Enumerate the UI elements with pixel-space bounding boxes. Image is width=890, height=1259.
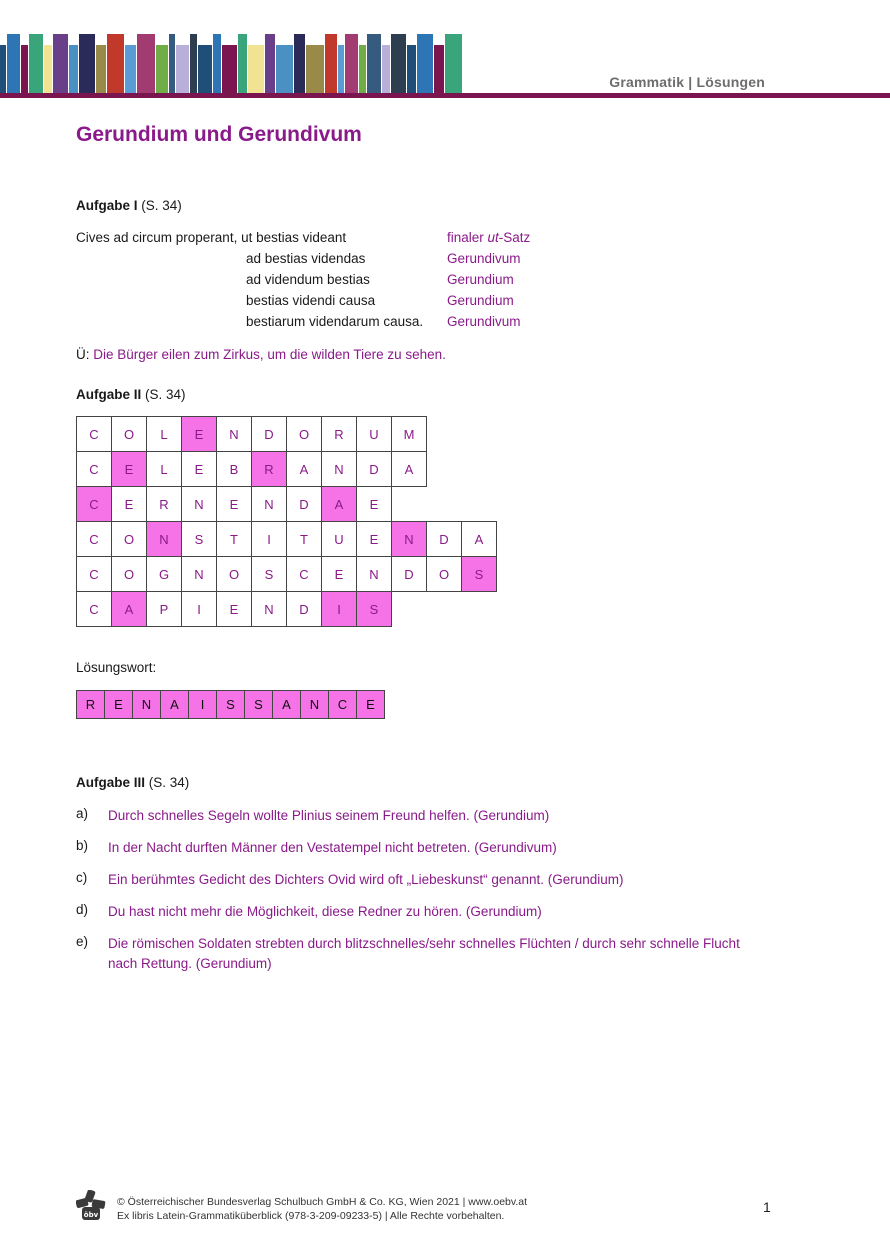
footer-line-2: Ex libris Latein-Grammatiküberblick (978-3-209-09233-5) | Alle Rechte vorbehalten. bbox=[117, 1210, 505, 1222]
grid-cell: U bbox=[321, 521, 357, 557]
books-illustration bbox=[0, 34, 462, 93]
grid-cell: G bbox=[146, 556, 182, 592]
book-spine bbox=[79, 34, 95, 93]
solution-cell: I bbox=[188, 690, 217, 719]
book-spine bbox=[417, 34, 433, 93]
solution-word bbox=[76, 690, 385, 719]
task1-latin-1: Cives ad circum properant, ut bestias videant bbox=[76, 230, 347, 245]
grid-cell-highlighted: S bbox=[461, 556, 497, 592]
book-spine bbox=[434, 45, 444, 93]
grid-cell-highlighted: E bbox=[181, 416, 217, 452]
grid-cell: B bbox=[216, 451, 252, 487]
grid-cell-highlighted: C bbox=[76, 486, 112, 522]
grid-cell: U bbox=[356, 416, 392, 452]
grid-cell: C bbox=[76, 451, 112, 487]
solution-cell: C bbox=[328, 690, 357, 719]
grid-cell: E bbox=[321, 556, 357, 592]
grid-cell: E bbox=[111, 486, 147, 522]
grid-cell: O bbox=[216, 556, 252, 592]
footer-copyright bbox=[117, 1195, 527, 1223]
book-spine bbox=[382, 45, 390, 93]
task1-form-3: Gerundium bbox=[447, 272, 514, 287]
grid-row bbox=[76, 416, 427, 452]
grid-cell: L bbox=[146, 451, 182, 487]
answer-text: Du hast nicht mehr die Möglichkeit, diese Redner zu hören. (Gerundium) bbox=[108, 904, 542, 919]
task1-latin-3: ad videndum bestias bbox=[246, 272, 370, 287]
solution-cell: S bbox=[216, 690, 245, 719]
answer-label: e) bbox=[76, 934, 89, 949]
book-spine bbox=[96, 45, 106, 93]
grid-cell: D bbox=[251, 416, 287, 452]
grid-cell-highlighted: R bbox=[251, 451, 287, 487]
grid-cell: N bbox=[321, 451, 357, 487]
solution-cell: E bbox=[104, 690, 133, 719]
task1-latin-2: ad bestias videndas bbox=[246, 251, 366, 266]
answer-text: Die römischen Soldaten strebten durch blitzschnelles/sehr schnelles Flüchten / durch sehr schnelle Flucht nach Rettung. (Gerundium) bbox=[108, 936, 740, 971]
book-spine bbox=[345, 34, 358, 93]
book-spine bbox=[445, 34, 462, 93]
book-spine bbox=[107, 34, 124, 93]
grid-cell: P bbox=[146, 591, 182, 627]
grid-cell: C bbox=[76, 521, 112, 557]
book-spine bbox=[222, 45, 237, 93]
task3-ref: (S. 34) bbox=[148, 775, 190, 790]
book-spine bbox=[338, 45, 344, 93]
grid-cell: O bbox=[111, 416, 147, 452]
task2-heading bbox=[76, 387, 186, 402]
grid-cell: A bbox=[286, 451, 322, 487]
grid-cell: C bbox=[286, 556, 322, 592]
logo-text: öbv bbox=[83, 1211, 99, 1219]
task1-ref: (S. 34) bbox=[141, 198, 182, 213]
solution-cell: E bbox=[356, 690, 385, 719]
grid-cell-highlighted: I bbox=[321, 591, 357, 627]
grid-cell: D bbox=[356, 451, 392, 487]
task1-latin-4: bestias videndi causa bbox=[246, 293, 376, 308]
solution-cell: A bbox=[160, 690, 189, 719]
book-spine bbox=[169, 34, 175, 93]
grid-cell-highlighted: E bbox=[111, 451, 147, 487]
answer-text: Durch schnelles Segeln wollte Plinius seinem Freund helfen. (Gerundium) bbox=[108, 808, 550, 823]
book-spine bbox=[265, 34, 275, 93]
task1-form-5: Gerundivum bbox=[447, 314, 521, 329]
task1-label: Aufgabe I bbox=[76, 198, 138, 213]
section-label: Grammatik | Lösungen bbox=[609, 74, 765, 90]
book-spine bbox=[0, 45, 6, 93]
book-spine bbox=[21, 45, 28, 93]
grid-cell: I bbox=[251, 521, 287, 557]
task2-label: Aufgabe II bbox=[76, 387, 142, 402]
grid-cell: C bbox=[76, 556, 112, 592]
grid-cell: E bbox=[181, 451, 217, 487]
solution-label: Lösungswort: bbox=[76, 660, 157, 675]
grid-cell: A bbox=[391, 451, 427, 487]
answer-text: Ein berühmtes Gedicht des Dichters Ovid wird oft „Liebeskunst“ genannt. (Gerundium) bbox=[108, 872, 624, 887]
grid-cell: D bbox=[286, 591, 322, 627]
page-number: 1 bbox=[763, 1199, 771, 1215]
book-spine bbox=[176, 45, 189, 93]
task2-ref: (S. 34) bbox=[145, 387, 186, 402]
answer-label: d) bbox=[76, 902, 89, 917]
book-spine bbox=[276, 45, 293, 93]
task1-heading bbox=[76, 198, 182, 213]
footer-line-1: © Österreichischer Bundesverlag Schulbuch GmbH & Co. KG, Wien 2021 | www.oebv.at bbox=[117, 1196, 528, 1208]
grid-row bbox=[76, 556, 497, 592]
book-spine bbox=[125, 45, 136, 93]
grid-cell: E bbox=[356, 521, 392, 557]
grid-cell: N bbox=[251, 591, 287, 627]
grid-cell: S bbox=[181, 521, 217, 557]
header-rule bbox=[0, 93, 890, 98]
grid-cell-highlighted: N bbox=[146, 521, 182, 557]
grid-cell: T bbox=[216, 521, 252, 557]
grid-row bbox=[76, 591, 392, 627]
grid-cell: E bbox=[216, 591, 252, 627]
book-spine bbox=[306, 45, 324, 93]
task3-label: Aufgabe III bbox=[76, 775, 146, 790]
grid-row bbox=[76, 521, 497, 557]
book-spine bbox=[248, 45, 264, 93]
grid-cell: N bbox=[181, 556, 217, 592]
grid-cell: C bbox=[76, 591, 112, 627]
book-spine bbox=[359, 45, 366, 93]
book-spine bbox=[294, 34, 305, 93]
grid-cell: O bbox=[426, 556, 462, 592]
grid-cell: N bbox=[216, 416, 252, 452]
task1-latin-5: bestiarum videndarum causa. bbox=[246, 314, 424, 329]
grid-cell: O bbox=[111, 556, 147, 592]
answer-label: b) bbox=[76, 838, 89, 853]
grid-cell: S bbox=[251, 556, 287, 592]
book-spine bbox=[69, 45, 78, 93]
book-spine bbox=[7, 34, 20, 93]
grid-cell: E bbox=[356, 486, 392, 522]
task1-form-2: Gerundivum bbox=[447, 251, 521, 266]
grid-cell-highlighted: S bbox=[356, 591, 392, 627]
grid-cell: O bbox=[111, 521, 147, 557]
page-title: Gerundium und Gerundivum bbox=[76, 123, 362, 146]
task3-heading bbox=[76, 775, 189, 790]
book-spine bbox=[391, 34, 406, 93]
task1-form-4: Gerundium bbox=[447, 293, 514, 308]
grid-cell: R bbox=[146, 486, 182, 522]
solution-cell: A bbox=[272, 690, 301, 719]
book-spine bbox=[325, 34, 337, 93]
grid-cell: D bbox=[426, 521, 462, 557]
book-spine bbox=[53, 34, 68, 93]
grid-cell-highlighted: A bbox=[321, 486, 357, 522]
grid-cell: D bbox=[286, 486, 322, 522]
book-spine bbox=[407, 45, 416, 93]
grid-cell: A bbox=[461, 521, 497, 557]
answer-label: a) bbox=[76, 806, 89, 821]
grid-cell: T bbox=[286, 521, 322, 557]
grid-cell-highlighted: N bbox=[391, 521, 427, 557]
book-spine bbox=[213, 34, 221, 93]
grid-row bbox=[76, 486, 392, 522]
book-spine bbox=[198, 45, 212, 93]
book-spine bbox=[238, 34, 247, 93]
book-spine bbox=[367, 34, 381, 93]
solution-cell: N bbox=[300, 690, 329, 719]
grid-cell: O bbox=[286, 416, 322, 452]
grid-cell: N bbox=[181, 486, 217, 522]
grid-cell: R bbox=[321, 416, 357, 452]
grid-cell-highlighted: A bbox=[111, 591, 147, 627]
task1-form-1: finaler ut-Satz bbox=[447, 230, 531, 245]
grid-cell: N bbox=[356, 556, 392, 592]
book-spine bbox=[137, 34, 155, 93]
solution-cell: N bbox=[132, 690, 161, 719]
task1-translation: Ü: Die Bürger eilen zum Zirkus, um die wilden Tiere zu sehen. bbox=[76, 347, 446, 362]
grid-cell: D bbox=[391, 556, 427, 592]
book-spine bbox=[190, 34, 197, 93]
grid-cell: L bbox=[146, 416, 182, 452]
answer-label: c) bbox=[76, 870, 88, 885]
solution-cell: S bbox=[244, 690, 273, 719]
grid-row bbox=[76, 451, 427, 487]
grid-cell: M bbox=[391, 416, 427, 452]
book-spine bbox=[29, 34, 43, 93]
grid-cell: I bbox=[181, 591, 217, 627]
book-spine bbox=[156, 45, 168, 93]
grid-cell: C bbox=[76, 416, 112, 452]
book-spine bbox=[44, 45, 52, 93]
solution-cell: R bbox=[76, 690, 105, 719]
grid-cell: N bbox=[251, 486, 287, 522]
oebv-logo-icon bbox=[76, 1190, 106, 1222]
answer-text: In der Nacht durften Männer den Vestatempel nicht betreten. (Gerundivum) bbox=[108, 840, 557, 855]
grid-cell: E bbox=[216, 486, 252, 522]
